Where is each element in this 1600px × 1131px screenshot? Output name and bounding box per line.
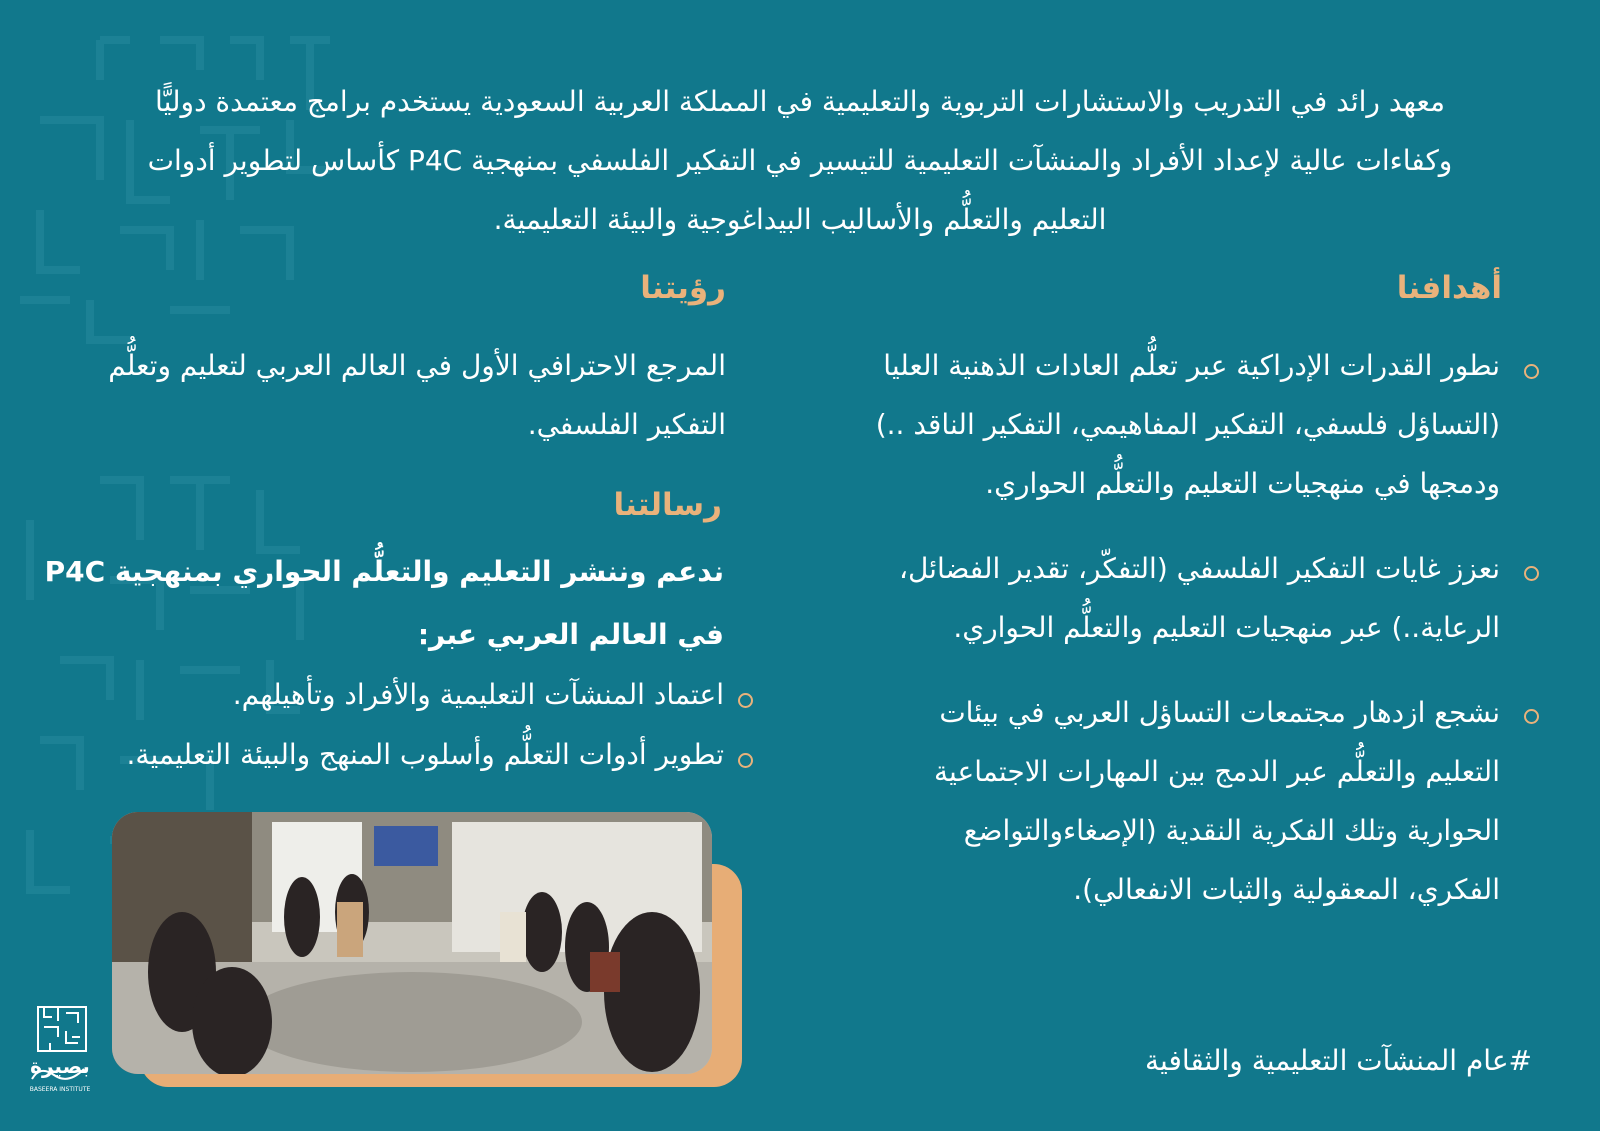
mission-item-2: تطوير أدوات التعلُّم وأسلوب المنهج والبيئة التعليمية. (126, 738, 724, 771)
intro-line: التعليم والتعلُّم والأساليب البيداغوجية والبيئة التعليمية. (493, 203, 1107, 236)
mission-intro: ندعم وننشر التعليم والتعلُّم الحواري بمنهجية P4C في العالم العربي عبر: (44, 555, 724, 651)
intro-line: وكفاءات عالية لإعداد الأفراد والمنشآت التعليمية للتيسير في التفكير الفلسفي بمنهجية P4C كأساس لتطوير أدوات (147, 144, 1453, 177)
bullet-icon (738, 753, 753, 768)
vision-text: المرجع الاحترافي الأول في العالم العربي لتعليم وتعلُّم التفكير الفلسفي. (108, 349, 726, 441)
goal-item-2: نعزز غايات التفكير الفلسفي (التفكّر، تقدير الفضائل، الرعاية..) عبر منهجيات التعليم والتعلُّم الحواري. (898, 552, 1500, 644)
intro-paragraph (90, 72, 1510, 249)
baseera-logo (18, 1005, 98, 1117)
goals-heading: أهدافنا (1396, 270, 1502, 306)
goal-item-3: نشجع ازدهار مجتمعات التساؤل العربي في بيئات التعليم والتعلُّم عبر الدمج بين المهارات الاجتماعية الحوارية وتلك الفكرية النقدية (الإصغاءوالتواضع الفكري، المعقولية والثبات الانفعالي). (934, 696, 1500, 906)
bullet-icon (1524, 566, 1539, 581)
mission-heading: رسالتنا (613, 487, 722, 523)
intro-line: معهد رائد في التدريب والاستشارات التربوية والتعليمية في المملكة العربية السعودية يستخدم برامج معتمدة دوليًّا (155, 85, 1445, 118)
svg-text:BASEERA INSTITUTE: BASEERA INSTITUTE (29, 1086, 91, 1093)
hashtag-text: #عام المنشآت التعليمية والثقافية (1144, 1044, 1532, 1077)
vision-heading: رؤيتنا (640, 270, 726, 306)
bullet-icon (1524, 364, 1539, 379)
goal-item-1: نطور القدرات الإدراكية عبر تعلُّم العادات الذهنية العليا (التساؤل فلسفي، التفكير المفاهيمي، التفكير الناقد ..) ودمجها في منهجيات التعليم والتعلُّم الحواري. (875, 349, 1500, 500)
svg-text:بصيرة: بصيرة (30, 1054, 90, 1078)
bullet-icon (738, 693, 753, 708)
mission-item-1: اعتماد المنشآت التعليمية والأفراد وتأهيلهم. (232, 678, 724, 711)
bullet-icon (1524, 709, 1539, 724)
workshop-photo (112, 812, 742, 1087)
